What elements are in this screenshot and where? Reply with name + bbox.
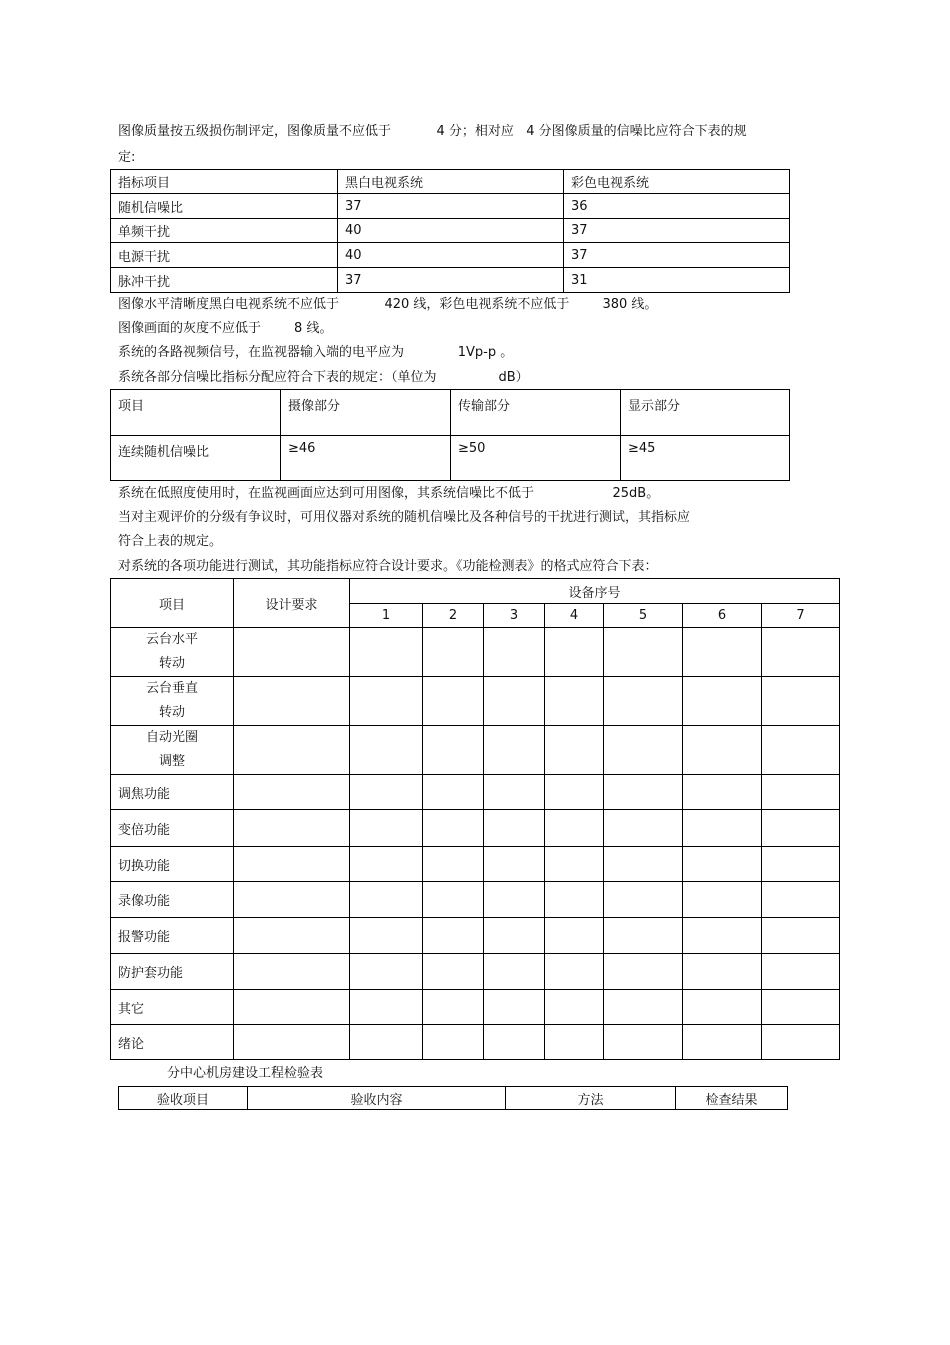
para1-line-3: 系统的各路视频信号，在监视器输入端的电平应为 1Vp-p 。 [118,345,514,360]
table-cell: 随机信噪比 [111,194,338,219]
signal-noise-table [110,169,790,293]
acceptance-table-title: 分中心机房建设工程检验表 [167,1066,324,1081]
item-cell: 报警功能 [111,918,234,954]
table-cell: ≥45 [621,436,790,481]
table-row [111,1025,840,1060]
item-label: 云台水平 [145,632,198,647]
table-cell: 31 [564,268,790,293]
table-row [111,219,790,243]
device-number-cell: 7 [762,604,840,628]
device-number-cell: 1 [350,604,423,628]
item-cell [111,628,234,677]
header-design-requirement: 设计要求 [234,579,350,628]
item-label: 调整 [158,754,185,769]
table-header-row [119,1087,788,1110]
para2-line-2: 当对主观评价的分级有争议时，可用仪器对系统的随机信噪比及各种信号的干扰进行测试，其指标应 [118,510,691,525]
para1-line-4: 系统各部分信噪比指标分配应符合下表的规定：（单位为 dB） [118,370,529,385]
table-row [111,268,790,293]
table-row [111,954,840,990]
function-check-table [110,578,840,1060]
table-row [111,243,790,268]
table-row [111,726,840,775]
header-cell: 方法 [506,1087,676,1110]
device-number-cell: 3 [484,604,545,628]
item-cell: 其它 [111,990,234,1025]
para2-line-3: 符合上表的规定。 [118,534,223,549]
header-cell: 验收项目 [119,1087,248,1110]
table-cell: 脉冲干扰 [111,268,338,293]
item-label: 云台垂直 [145,681,198,696]
table-row [111,194,790,219]
header-cell: 检查结果 [676,1087,788,1110]
device-number-cell: 5 [604,604,683,628]
table-cell: 36 [564,194,790,219]
item-cell [111,677,234,726]
table-row [111,677,840,726]
header-cell: 显示部分 [621,390,790,436]
table-row [111,810,840,847]
table-header-row [111,390,790,436]
header-cell: 传输部分 [451,390,621,436]
header-cell: 指标项目 [111,170,338,194]
table-row [111,882,840,918]
header-cell: 项目 [111,390,281,436]
header-cell: 验收内容 [248,1087,506,1110]
item-cell: 切换功能 [111,847,234,882]
intro-line-2: 定: [118,150,136,165]
header-device-number: 设备序号 [350,579,840,604]
table-cell: 电源干扰 [111,243,338,268]
item-label: 自动光圈 [145,730,198,745]
para2-line-1: 系统在低照度使用时，在监视画面应达到可用图像，其系统信噪比不低于 25dB。 [118,486,660,501]
table-cell: 单频干扰 [111,219,338,243]
table-cell: 40 [338,243,564,268]
item-label: 转动 [158,656,185,671]
header-cell: 摄像部分 [281,390,451,436]
para2-line-4: 对系统的各项功能进行测试，其功能指标应符合设计要求。《功能检测表》的格式应符合下表： [118,559,658,574]
device-number-cell: 4 [545,604,604,628]
item-label: 转动 [158,705,185,720]
table-cell: 37 [564,243,790,268]
device-number-cell: 2 [423,604,484,628]
table-cell: 37 [338,268,564,293]
item-cell: 调焦功能 [111,775,234,810]
item-cell: 绪论 [111,1025,234,1060]
table-cell: ≥50 [451,436,621,481]
item-cell: 录像功能 [111,882,234,918]
para1-line-2: 图像画面的灰度不应低于 8 线。 [118,321,333,336]
header-cell: 黑白电视系统 [338,170,564,194]
snr-allocation-table [110,389,790,481]
table-row [111,775,840,810]
header-cell: 彩色电视系统 [564,170,790,194]
intro-line-1: 图像质量按五级损伤制评定，图像质量不应低于 4 分；相对应 4 分图像质量的信噪比应符合下表的规 [118,124,747,139]
item-cell: 防护套功能 [111,954,234,990]
device-number-cell: 6 [683,604,762,628]
acceptance-table [118,1086,788,1110]
table-row [111,918,840,954]
table-cell: 37 [338,194,564,219]
table-cell: 40 [338,219,564,243]
table-cell: 连续随机信噪比 [111,436,281,481]
header-item: 项目 [111,579,234,628]
table-row [111,436,790,481]
table-row [111,990,840,1025]
table-header-row [111,170,790,194]
item-cell: 变倍功能 [111,810,234,847]
table-row [111,628,840,677]
item-cell [111,726,234,775]
table-header-row [111,579,840,604]
para1-line-1: 图像水平清晰度黑白电视系统不应低于 420 线，彩色电视系统不应低于 380 线。 [118,297,658,312]
table-cell: 37 [564,219,790,243]
table-cell: ≥46 [281,436,451,481]
table-row [111,847,840,882]
